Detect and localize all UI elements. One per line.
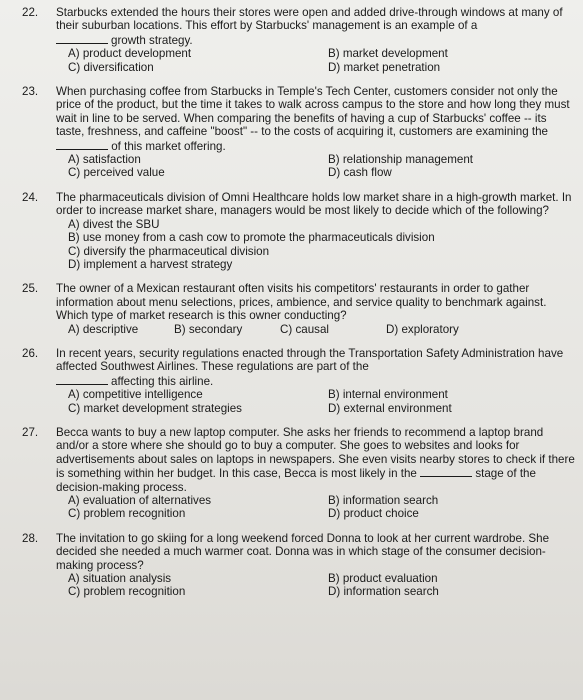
answer-options <box>56 323 575 336</box>
option-b: B) secondary <box>174 322 243 336</box>
option-a: A) evaluation of alternatives <box>68 494 212 507</box>
question-stem: The invitation to go skiing for a long weekend forced Donna to look at her current wardrobe. She decided she needed a much warmer coat. Donna was in which stage of the consumer decision-making process? <box>56 531 550 572</box>
option-b: B) market development <box>328 47 448 61</box>
question-number: 23. <box>22 85 39 99</box>
option-d: D) market penetration <box>328 60 441 74</box>
question-number: 28. <box>22 531 39 545</box>
option-c: C) perceived value <box>68 166 165 180</box>
question-stem: Becca wants to buy a new laptop computer. She asks her friends to recommend a laptop brand and/or a store where she should go to buy a computer. She goes to websites and looks for advertisements about sales on laptops in newspapers. She even visits nearby stores to check if there is something within her budget. In this case, Becca is most likely in the stage of the decision-making process. <box>56 425 575 494</box>
question-stem: In recent years, security regulations enacted through the Transportation Safety Administration have affected Southwest Airlines. These regulations are part of the affecting this airline. <box>56 346 564 388</box>
option-a: A) satisfaction <box>68 153 141 167</box>
answer-blank <box>420 466 472 477</box>
question-stem: When purchasing coffee from Starbucks in Temple's Tech Center, customers consider not only the price of the product, but the time it takes to walk across campus to the store and how long they must wait in line to be served. When comparing the benefits of having a cup of Starbucks' coffee -- its taste, freshness, and caffeine "boost" -- to the costs of acquiring it, customers are examining the of this market offering. <box>56 85 570 153</box>
option-a: A) situation analysis <box>68 572 172 586</box>
option-c: C) diversification <box>68 60 154 74</box>
answer-options <box>56 494 575 521</box>
question-number: 27. <box>22 425 39 439</box>
question-number: 22. <box>22 6 39 19</box>
answer-blank <box>56 374 108 385</box>
question-24 <box>22 190 575 271</box>
option-b: B) information search <box>328 494 439 507</box>
question-stem: The owner of a Mexican restaurant often visits his competitors' restaurants in order to gather information about menu selections, prices, ambience, and service quality to benchmark against. Which type of market research is this owner conducting? <box>56 282 547 323</box>
option-d: D) cash flow <box>328 166 392 180</box>
option-d: D) external environment <box>328 401 452 415</box>
question-number: 25. <box>22 282 39 296</box>
question-number: 26. <box>22 346 39 360</box>
option-b: B) relationship management <box>328 153 474 167</box>
option-d: D) information search <box>328 585 439 599</box>
question-stem: Starbucks extended the hours their stores were open and added drive-through windows at many of their suburban locations. This effort by Starbucks' management is an example of a growth strategy. <box>56 6 563 47</box>
option-a: A) competitive intelligence <box>68 388 203 402</box>
answer-options <box>56 47 575 74</box>
option-a: A) divest the SBU <box>68 217 160 231</box>
answer-options <box>56 218 575 272</box>
question-23 <box>22 85 575 180</box>
question-27 <box>22 425 575 521</box>
question-26 <box>22 346 575 415</box>
question-25 <box>22 282 575 336</box>
question-28 <box>22 531 575 599</box>
option-a: A) descriptive <box>68 322 139 336</box>
option-b: B) product evaluation <box>328 572 438 586</box>
question-stem: The pharmaceuticals division of Omni Healthcare holds low market share in a high-growth market. In order to increase market share, managers would be most likely to decide which of the following? <box>56 190 572 218</box>
answer-options <box>56 153 575 180</box>
option-a: A) product development <box>68 47 192 61</box>
option-c: C) problem recognition <box>68 585 186 599</box>
option-b: B) internal environment <box>328 388 448 402</box>
option-c: C) diversify the pharmaceutical division <box>68 244 270 258</box>
answer-options <box>56 388 575 415</box>
option-d: D) product choice <box>328 507 419 521</box>
answer-blank <box>56 33 108 44</box>
option-c: C) problem recognition <box>68 507 186 521</box>
option-d: D) implement a harvest strategy <box>68 257 233 271</box>
question-22 <box>22 6 575 74</box>
option-c: C) causal <box>280 322 329 336</box>
option-b: B) use money from a cash cow to promote the pharmaceuticals division <box>68 231 435 245</box>
question-number: 24. <box>22 190 39 204</box>
answer-options <box>56 572 575 599</box>
answer-blank <box>56 139 108 150</box>
option-c: C) market development strategies <box>68 401 242 415</box>
option-d: D) exploratory <box>386 322 459 336</box>
